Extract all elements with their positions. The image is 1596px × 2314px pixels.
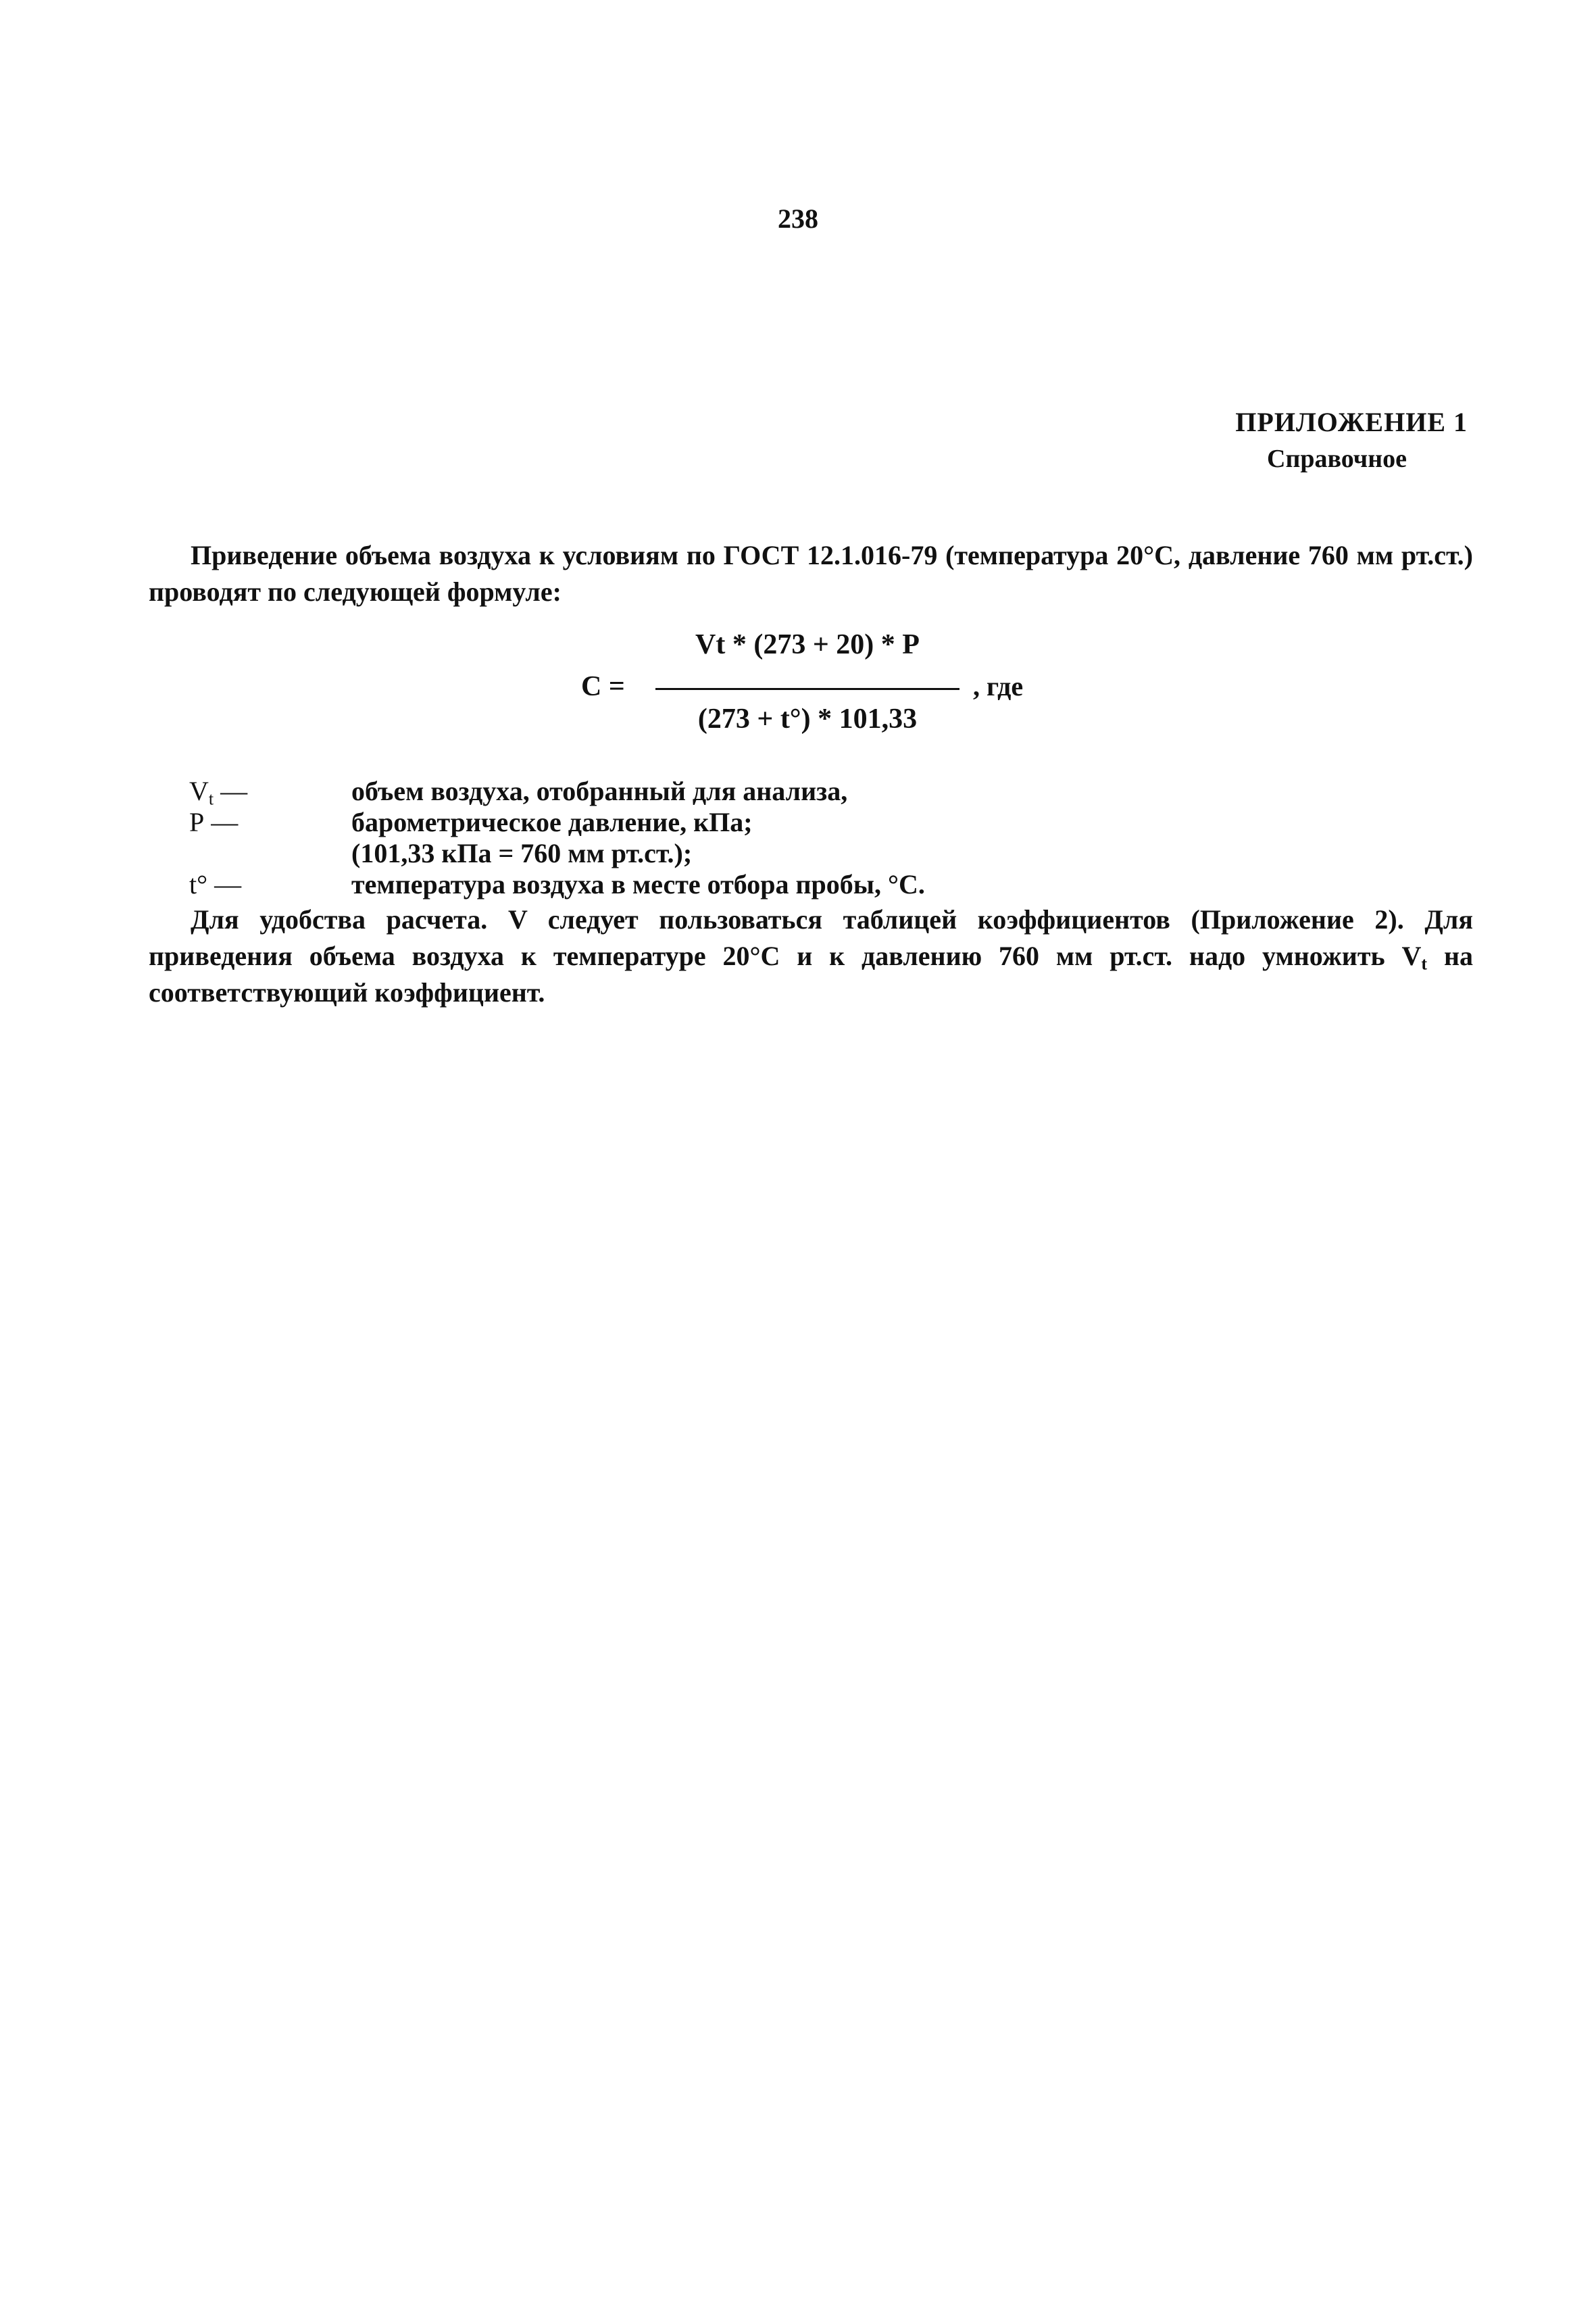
- formula: [568, 629, 1176, 750]
- legend-row: [149, 776, 1432, 807]
- page-number: 238: [778, 203, 818, 234]
- legend-row: [149, 807, 1432, 838]
- legend-symbol: $V_t$ —: [189, 776, 248, 809]
- legend-symbol: P —: [189, 807, 239, 837]
- legend-row: [149, 838, 1432, 869]
- legend-symbol: t° —: [189, 869, 242, 900]
- fraction-line: [655, 688, 959, 690]
- legend-description: температура воздуха в месте отбора пробы, °С.: [351, 869, 925, 900]
- formula-where: , где: [973, 671, 1024, 701]
- intro-paragraph: Приведение объема воздуха к условиям по ГОСТ 12.1.016-79 (температура 20°С, давление 760 мм рт.ст.) проводят по следующей формуле:: [149, 540, 1473, 607]
- legend-description: объем воздуха, отобранный для анализа,: [351, 776, 848, 806]
- appendix-title: ПРИЛОЖЕНИЕ 1: [1235, 407, 1468, 437]
- closing-paragraph: Для удобства расчета. V следует пользоваться таблицей коэффициентов (Приложение 2). Для приведения объема воздуха к температуре 20°С и к давлению 760 мм рт.ст. надо умножить $V_t$ на соответствующий коэффициент.: [149, 904, 1474, 1008]
- appendix-header: [995, 404, 1468, 477]
- legend-description: (101,33 кПа = 760 мм рт.ст.);: [351, 838, 693, 868]
- legend-row: [149, 869, 1432, 900]
- formula-lhs: C =: [581, 671, 625, 702]
- legend: [149, 776, 1432, 900]
- appendix-subtitle: Справочное: [1267, 445, 1407, 473]
- legend-description: барометрическое давление, кПа;: [351, 807, 753, 837]
- formula-denominator: (273 + t°) * 101,33: [697, 704, 918, 735]
- formula-numerator: Vt * (273 + 20) * P: [695, 629, 920, 660]
